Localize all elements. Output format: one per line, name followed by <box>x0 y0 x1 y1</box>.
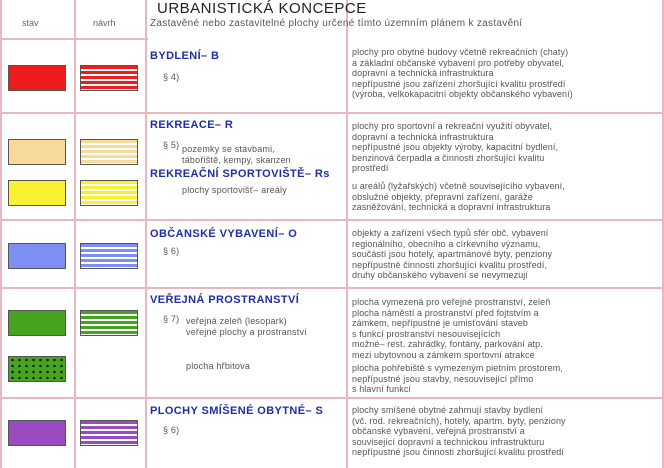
grid-line <box>0 219 664 221</box>
category-description: plocha pohřebiště s vymezeným pietním prostorem, nepřípustné jsou stavby, nesouvisející přímo s hlavní funkcí <box>352 363 563 394</box>
paragraph-ref: § 7) <box>163 314 180 324</box>
category-subtext: tábořiště, kempy, skanzen <box>182 155 291 165</box>
swatch-vybaveni-stav <box>8 243 66 269</box>
category-description: plocha vymezená pro veřejné prostranství, zeleň plocha náměstí a prostranství před fojtstvím a zámkem, nepřípustné je umisťování staveb s funkcí prostranství nesouvisejících možné– rest. zahrádky, fontány, parkování atp. mezi ubytovnou a zámkem sportovní atrakce <box>352 297 551 360</box>
category-title-prostranstvi: VEŘEJNÁ PROSTRANSTVÍ <box>150 294 300 306</box>
column-header-navrh: návrh <box>93 18 116 28</box>
grid-line <box>0 112 664 114</box>
category-description: u areálů (lyžařských) včetně souvisejícího vybavení, obslužné objekty, přepravní zařízení, garáže zasněžování, technická a dopravní infrastruktura <box>352 181 565 212</box>
swatch-bydleni-stav <box>8 65 66 91</box>
category-title-bydleni: BYDLENÍ– B <box>150 50 220 62</box>
category-subtext: plochy sportovišť– areály <box>182 185 287 195</box>
grid-line <box>0 287 664 289</box>
paragraph-ref: § 5) <box>163 140 180 150</box>
category-description: objekty a zařízení všech typů sfér obč. vybavení regionálního, obecního a církevního významu, součástí jsou hotely, apartmánové byty, penziony nepřípustné činnosti zhoršující kvalitu prostředí, druhy občanského vybavení se nevymezují <box>352 228 553 280</box>
category-subtext: veřejná zeleň (lesopark) <box>186 316 287 326</box>
category-subtext: pozemky se stavbami, <box>182 144 276 154</box>
page-title: URBANISTICKÁ KONCEPCE <box>157 0 367 17</box>
category-title-rekreace: REKREACE– R <box>150 119 234 131</box>
swatch-prostranstvi-stav <box>8 310 66 336</box>
swatch-rekreace-navrh <box>80 139 138 165</box>
swatch-bydleni-navrh <box>80 65 138 91</box>
swatch-prostranstvi-navrh <box>80 310 138 336</box>
swatch-rekreace-stav <box>8 139 66 165</box>
swatch-hrbitov <box>8 356 66 382</box>
grid-line <box>0 397 664 399</box>
swatch-vybaveni-navrh <box>80 243 138 269</box>
category-subtext: veřejné plochy a prostranství <box>186 327 307 337</box>
swatch-smisene-navrh <box>80 420 138 446</box>
paragraph-ref: § 4) <box>163 72 180 82</box>
category-title-smisene: PLOCHY SMÍŠENÉ OBYTNÉ– S <box>150 405 324 417</box>
category-description: plochy pro sportovní a rekreační využití obyvatel, dopravní a technická infrastruktura nepřípustné jsou objekty výroby, kapacitní bydlení, benzinová čerpadla a činnosti zhoršující kvalitu prostředí <box>352 121 559 173</box>
swatch-sportoviste-navrh <box>80 180 138 206</box>
category-description: plochy smíšené obytné zahrnují stavby bydlení (vč. rod. rekreačních), hotely, apartm. byty, penziony občanské vybavení, veřejná prostranství a související dopravní a technickou infrastrukturu nepřípustné jsou činnosti zhoršující kvalitu prostředí <box>352 405 566 457</box>
category-subtext: plocha hřbitova <box>186 361 251 371</box>
swatch-sportoviste-stav <box>8 180 66 206</box>
swatch-smisene-stav <box>8 420 66 446</box>
paragraph-ref: § 6) <box>163 425 180 435</box>
paragraph-ref: § 6) <box>163 246 180 256</box>
column-header-stav: stav <box>22 18 39 28</box>
category-title-vybaveni: OBČANSKÉ VYBAVENÍ– O <box>150 228 298 240</box>
grid-line <box>0 38 148 40</box>
category-title-sportoviste: REKREAČNÍ SPORTOVIŠTĚ– Rs <box>150 168 330 180</box>
category-description: plochy pro obytné budovy včetně rekreačních (chaty) a základní občanské vybavení pro potřeby obyvatel, dopravní a technická infrastruktura nepřípustné jsou zařízení zhoršující kvalitu prostředí (výroba, velkokapacitní objekty občanského vybavení) <box>352 47 573 99</box>
page-subtitle: Zastavěné nebo zastavitelné plochy určené tímto územním plánem k zastavění <box>150 18 523 29</box>
